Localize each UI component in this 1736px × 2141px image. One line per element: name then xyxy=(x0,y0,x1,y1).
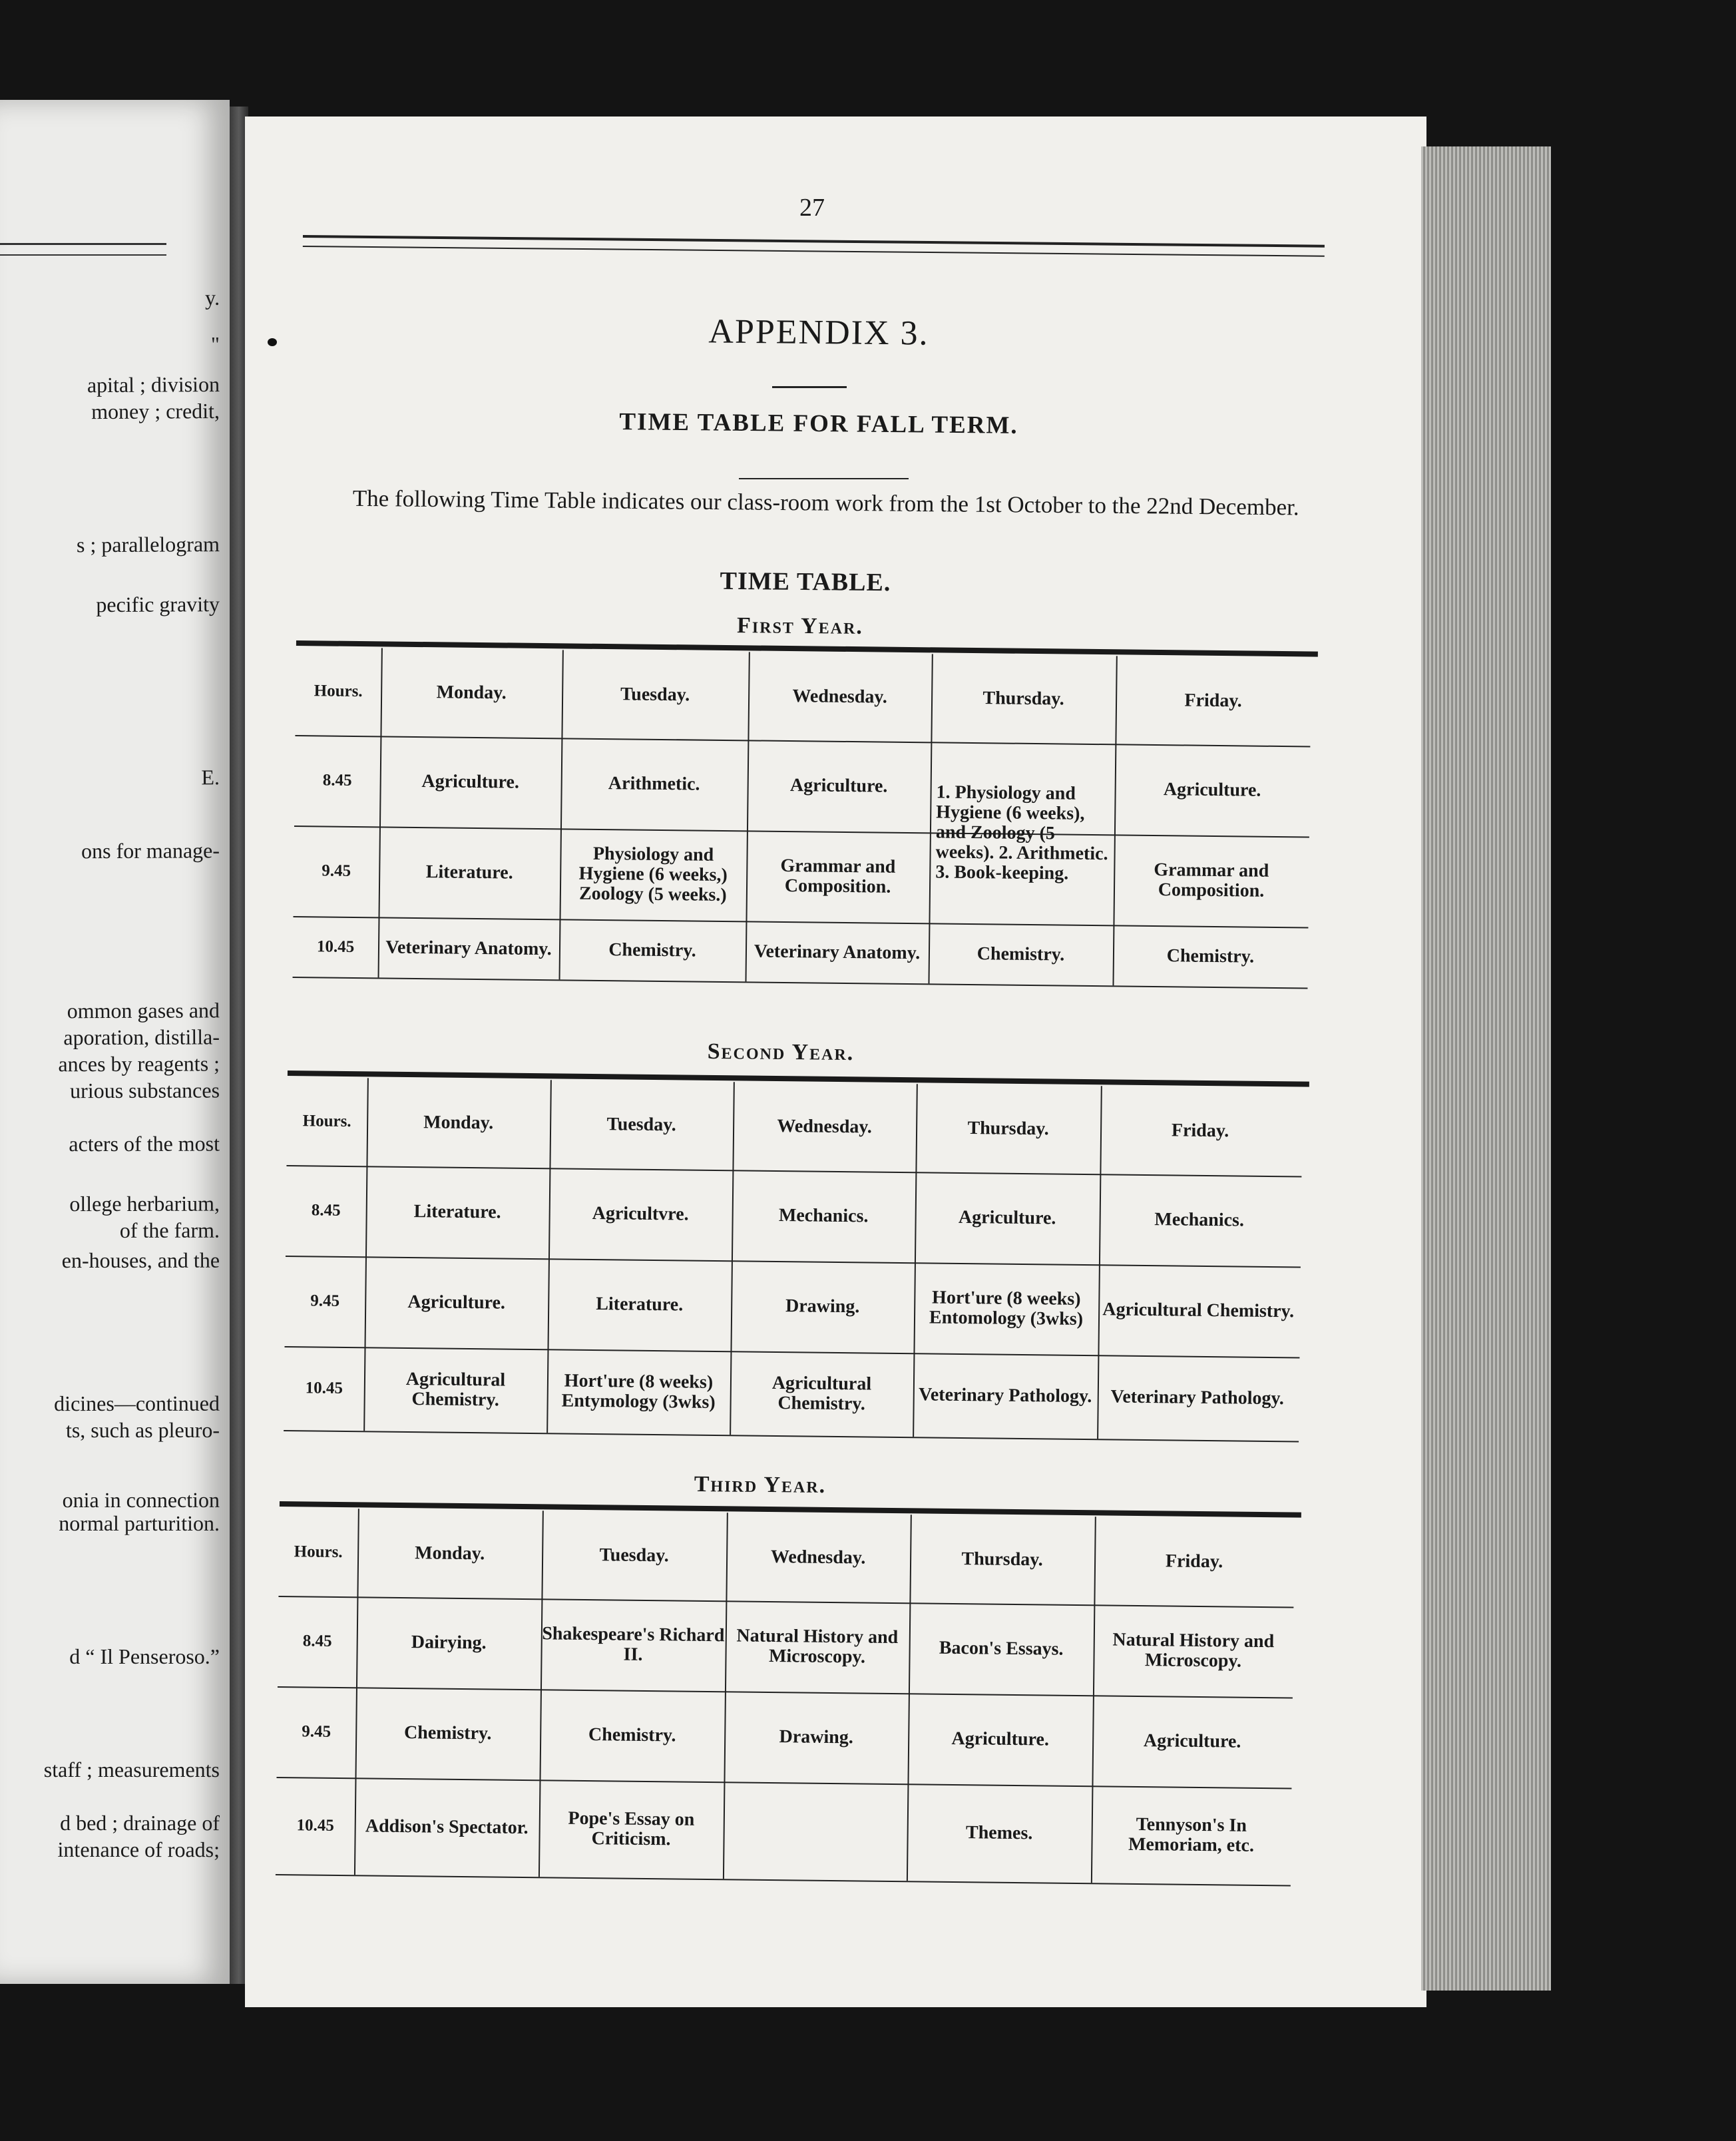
header-thursday: Thursday. xyxy=(967,1118,1049,1140)
cell-tuesday: Chemistry. xyxy=(588,1724,676,1746)
subtitle: TIME TABLE FOR FALL TERM. xyxy=(619,408,1018,439)
page-number: 27 xyxy=(799,194,825,222)
left-page-rule xyxy=(0,243,166,256)
header-wednesday: Wednesday. xyxy=(792,686,887,708)
cell-thursday-merged: 1. Physiology and Hygiene (6 weeks), and Zoology (5 weeks). 2. Arithmetic. 3. Book-keeping. xyxy=(935,782,1108,884)
hour-cell: 8.45 xyxy=(302,1632,332,1650)
cell-friday: Grammar and Composition. xyxy=(1154,859,1269,901)
cell-thursday: Bacon's Essays. xyxy=(939,1637,1064,1660)
left-page-text-line: acters of the most xyxy=(69,1131,220,1156)
cell-tuesday: Pope's Essay on Criticism. xyxy=(568,1807,695,1850)
cell-thursday: Themes. xyxy=(965,1822,1033,1844)
ink-mark xyxy=(268,338,277,346)
cell-friday: Agriculture. xyxy=(1163,779,1261,801)
cell-monday: Agriculture. xyxy=(421,771,520,793)
left-page-text-line: staff ; measurements xyxy=(43,1757,220,1782)
intro-paragraph: The following Time Table indicates our class-room work from the 1st October to the 22nd December. xyxy=(352,485,1299,521)
cell-wednesday: Veterinary Anatomy. xyxy=(754,940,921,963)
timetable-third-year xyxy=(276,1501,1295,1856)
left-page-text-line: of the farm. xyxy=(119,1218,220,1242)
cell-monday: Agricultural Chemistry. xyxy=(405,1368,506,1411)
cell-wednesday: Drawing. xyxy=(785,1296,860,1317)
cell-wednesday: Natural History and Microscopy. xyxy=(736,1625,899,1668)
year-heading-first: First Year. xyxy=(736,613,864,639)
hour-cell: 9.45 xyxy=(302,1722,331,1741)
header-thursday: Thursday. xyxy=(961,1548,1043,1570)
cell-monday: Addison's Spectator. xyxy=(365,1815,529,1839)
cell-wednesday xyxy=(723,1782,908,1881)
subtitle-rule xyxy=(739,478,909,479)
left-page-text-line: ons for manage- xyxy=(81,838,220,863)
cell-tuesday: Chemistry. xyxy=(608,939,696,961)
timetable-second-year xyxy=(284,1070,1303,1417)
cell-monday: Agriculture. xyxy=(407,1291,506,1313)
hour-cell: 9.45 xyxy=(322,861,351,880)
cell-monday: Literature. xyxy=(413,1201,501,1223)
cell-tuesday: Arithmetic. xyxy=(608,773,700,795)
title-rule xyxy=(772,386,847,388)
header-wednesday: Wednesday. xyxy=(777,1115,872,1138)
header-wednesday: Wednesday. xyxy=(770,1546,866,1568)
cell-friday: Natural History and Microscopy. xyxy=(1112,1629,1275,1672)
left-page-text-line: ommon gases and xyxy=(67,998,220,1023)
header-hours: Hours. xyxy=(294,1543,343,1562)
cell-tuesday: Hort'ure (8 weeks) Entymology (3wks) xyxy=(561,1370,716,1413)
timetable-first-year xyxy=(293,640,1311,987)
hour-cell: 8.45 xyxy=(311,1201,341,1220)
cell-friday: Chemistry. xyxy=(1166,945,1255,967)
hour-cell: 10.45 xyxy=(316,937,355,956)
left-page-text-line: ts, such as pleuro- xyxy=(65,1417,220,1443)
header-monday: Monday. xyxy=(436,682,507,704)
cell-monday: Literature. xyxy=(425,861,513,883)
cell-wednesday: Agricultural Chemistry. xyxy=(771,1372,872,1415)
cell-monday: Veterinary Anatomy. xyxy=(385,936,552,959)
hour-cell: 10.45 xyxy=(305,1379,343,1397)
cell-tuesday: Literature. xyxy=(596,1294,684,1315)
header-hours: Hours. xyxy=(314,682,363,701)
cell-tuesday: Shakespeare's Richard II. xyxy=(542,1623,725,1665)
cell-thursday: Agriculture. xyxy=(951,1728,1050,1750)
left-page-text-line: aporation, distilla- xyxy=(63,1025,220,1050)
cell-friday: Tennyson's In Memoriam, etc. xyxy=(1128,1813,1255,1856)
cell-monday: Chemistry. xyxy=(403,1722,492,1744)
left-page-text-line: onia in connection xyxy=(62,1487,220,1513)
hour-cell: 9.45 xyxy=(310,1292,340,1310)
hour-cell: 10.45 xyxy=(296,1816,335,1835)
left-page-text-line: ances by reagents ; xyxy=(58,1051,220,1076)
cell-tuesday: Physiology and Hygiene (6 weeks,) Zoology (5 weeks.) xyxy=(578,843,728,906)
header-tuesday: Tuesday. xyxy=(599,1545,669,1566)
left-page-text-line: d “ Il Penseroso.” xyxy=(69,1644,220,1668)
cell-friday: Veterinary Pathology. xyxy=(1110,1386,1285,1409)
cell-monday: Dairying. xyxy=(411,1632,487,1654)
hour-cell: 8.45 xyxy=(322,771,352,790)
cell-wednesday: Drawing. xyxy=(779,1726,853,1748)
header-friday: Friday. xyxy=(1165,1550,1223,1572)
header-friday: Friday. xyxy=(1184,690,1242,712)
header-tuesday: Tuesday. xyxy=(620,684,690,706)
left-page-text-line: normal parturition. xyxy=(59,1511,220,1536)
cell-friday: Mechanics. xyxy=(1154,1209,1245,1231)
left-page-text-line: ollege herbarium, xyxy=(69,1191,220,1216)
cell-thursday: Veterinary Pathology. xyxy=(918,1384,1092,1407)
left-page-text-line: dicines—continued xyxy=(54,1391,220,1416)
year-heading-third: Third Year. xyxy=(694,1472,827,1498)
left-page-text-line: en-houses, and the xyxy=(61,1248,220,1273)
cell-thursday: Chemistry. xyxy=(977,943,1065,965)
cell-wednesday: Agriculture. xyxy=(789,775,888,797)
left-page-text-line: d bed ; drainage of xyxy=(60,1810,220,1835)
cell-wednesday: Mechanics. xyxy=(778,1204,869,1227)
left-page-text-line: pecific gravity xyxy=(96,592,220,617)
left-page-text-line: E. xyxy=(201,765,220,790)
cell-wednesday: Grammar and Composition. xyxy=(780,855,896,897)
cell-friday: Agriculture. xyxy=(1143,1730,1241,1752)
cell-thursday: Agriculture. xyxy=(958,1206,1056,1229)
left-page-text-line: y. xyxy=(204,285,220,310)
header-friday: Friday. xyxy=(1171,1120,1229,1142)
header-hours: Hours. xyxy=(302,1112,351,1131)
year-heading-second: Second Year. xyxy=(707,1039,855,1066)
page-edges xyxy=(1421,146,1551,1991)
table-heading: TIME TABLE. xyxy=(720,567,891,597)
header-monday: Monday. xyxy=(423,1112,494,1134)
left-page-text-line: money ; credit, xyxy=(91,399,220,424)
left-page-text-line: intenance of roads; xyxy=(57,1837,220,1862)
cell-thursday: Hort'ure (8 weeks) Entomology (3wks) xyxy=(929,1287,1084,1329)
header-tuesday: Tuesday. xyxy=(606,1114,676,1136)
left-page-text-line: s ; parallelogram xyxy=(76,532,220,557)
left-page-text-line: apital ; division xyxy=(87,371,220,397)
left-page-text-line: urious substances xyxy=(70,1078,220,1103)
cell-friday: Agricultural Chemistry. xyxy=(1102,1299,1295,1322)
appendix-title: APPENDIX 3. xyxy=(708,312,929,353)
header-thursday: Thursday. xyxy=(982,688,1064,710)
left-page-text-line: " xyxy=(210,332,220,356)
header-monday: Monday. xyxy=(414,1543,485,1564)
cell-tuesday: Agricultvre. xyxy=(592,1202,689,1225)
left-facing-page xyxy=(0,100,230,1984)
